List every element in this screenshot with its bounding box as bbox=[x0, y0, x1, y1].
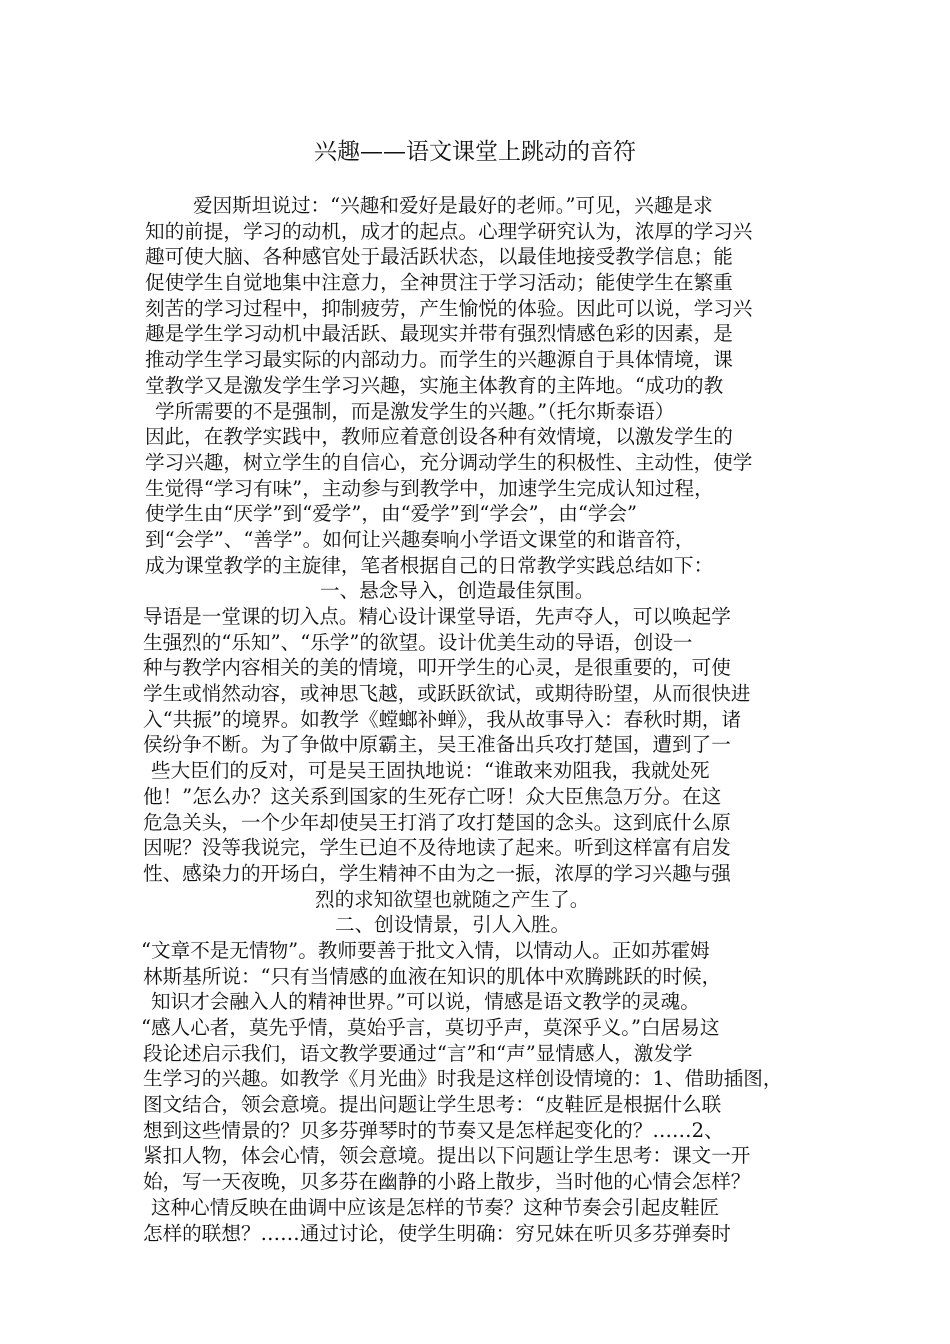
text-line: 林斯基所说：“只有当情感的血液在知识的肌体中欢腾跳跃的时候， bbox=[143, 964, 722, 988]
text-line: 趣可使大脑、各种感官处于最活跃状态，以最佳地接受教学信息；能 bbox=[145, 245, 733, 269]
text-line: 刻苦的学习过程中，抑制疲劳，产生愉悦的体验。因此可以说，学习兴 bbox=[145, 296, 753, 320]
text-line: 趣是学生学习动机中最活跃、最现实并带有强烈情感色彩的因素，是 bbox=[145, 322, 733, 346]
text-line: 促使学生自觉地集中注意力，全神贯注于学习活动；能使学生在繁重 bbox=[145, 271, 733, 295]
text-line: 导语是一堂课的切入点。精心设计课堂导语，先声夺人，可以唤起学 bbox=[143, 605, 731, 628]
text-line: 使学生由“厌学”到“爱学”，由“爱学”到“学会”，由“学会” bbox=[145, 502, 638, 526]
text-line: 一、悬念导入，创造最佳氛围。 bbox=[320, 579, 595, 603]
document-body bbox=[141, 193, 815, 1246]
text-line: 种与教学内容相关的美的情境，叩开学生的心灵，是很重要的，可使 bbox=[143, 656, 731, 680]
text-line: 因此，在教学实践中，教师应着意创设各种有效情境，以激发学生的 bbox=[145, 425, 733, 449]
document-title: 兴趣——语文课堂上跳动的音符 bbox=[314, 139, 636, 165]
text-line: 紧扣人物，体会心情，领会意境。提出以下问题让学生思考：课文一开 bbox=[143, 1144, 751, 1168]
text-line: 段论述启示我们，语文教学要通过“言”和“声”显情感人，激发学 bbox=[143, 1041, 693, 1065]
text-line: 学习兴趣，树立学生的自信心，充分调动学生的积极性、主动性，使学 bbox=[145, 450, 753, 474]
text-line: 入“共振”的境界。如教学《螳螂补蝉》，我从故事导入：春秋时期，诸 bbox=[143, 707, 742, 731]
text-line: 侯纷争不断。为了争做中原霸主，吴王准备出兵攻打楚国，遭到了一 bbox=[143, 733, 731, 757]
text-line: 生觉得“学习有味”，主动参与到教学中，加速学生完成认知过程， bbox=[145, 476, 714, 500]
text-line: 学所需要的不是强制，而是激发学生的兴趣。”（托尔斯泰语） bbox=[155, 399, 675, 423]
text-line: 知识才会融入人的精神世界。”可以说，情感是语文教学的灵魂。 bbox=[151, 990, 700, 1014]
text-line: “感人心者，莫先乎情，莫始乎言，莫切乎声，莫深乎义。”白居易这 bbox=[141, 1016, 720, 1039]
text-line: 性、感染力的开场白，学生精神不由为之一振，浓厚的学习兴趣与强 bbox=[143, 861, 731, 885]
text-line: 爱因斯坦说过：“兴趣和爱好是最好的老师。”可见，兴趣是求 bbox=[193, 194, 713, 217]
text-line: 怎样的联想？……通过讨论，使学生明确：穷兄妹在听贝多芬弹奏时 bbox=[143, 1221, 731, 1245]
text-line: 知的前提，学习的动机，成才的起点。心理学研究认为，浓厚的学习兴 bbox=[145, 219, 753, 243]
text-line: 二、创设情景，引人入胜。 bbox=[335, 913, 571, 937]
text-line: 到“会学”、“善学”。如何让兴趣奏响小学语文课堂的和谐音符， bbox=[145, 527, 695, 551]
text-line: 这种心情反映在曲调中应该是怎样的节奏？这种节奏会引起皮鞋匠 bbox=[151, 1195, 720, 1219]
text-line: 堂教学又是激发学生学习兴趣，实施主体教育的主阵地。“成功的教 bbox=[145, 373, 724, 397]
text-line: 因呢？没等我说完，学生已迫不及待地读了起来。听到这样富有启发 bbox=[143, 836, 731, 860]
text-line: 始，写一天夜晚，贝多芬在幽静的小路上散步，当时他的心情会怎样？ bbox=[143, 1170, 751, 1194]
text-line: 成为课堂教学的主旋律，笔者根据自己的日常教学实践总结如下： bbox=[145, 553, 714, 577]
text-line: “文章不是无情物”。教师要善于批文入情，以情动人。正如苏霍姆 bbox=[141, 938, 710, 962]
text-line: 些大臣们的反对，可是吴王固执地说：“谁敢来劝阻我，我就处死 bbox=[151, 759, 710, 783]
text-line: 图文结合，领会意境。提出问题让学生思考：“皮鞋匠是根据什么联 bbox=[143, 1093, 722, 1117]
text-line: 学生或悄然动容，或神思飞越，或跃跃欲试，或期待盼望，从而很快进 bbox=[143, 682, 751, 706]
text-line: 危急关头，一个少年却使吴王打消了攻打楚国的念头。这到底什么原 bbox=[143, 810, 731, 834]
text-line: 推动学生学习最实际的内部动力。而学生的兴趣源自于具体情境，课 bbox=[145, 348, 733, 372]
text-line: 想到这些情景的？贝多芬弹琴时的节奏又是怎样起变化的？……2、 bbox=[143, 1118, 724, 1142]
text-line: 生学习的兴趣。如教学《月光曲》时我是这样创设情境的：1、借助插图， bbox=[143, 1067, 783, 1091]
text-line: 他！”怎么办？这关系到国家的生死存亡呀！众大臣焦急万分。在这 bbox=[143, 784, 722, 808]
text-line: 生强烈的“乐知”、“乐学”的欲望。设计优美生动的导语，创设一 bbox=[143, 630, 693, 654]
text-line: 烈的求知欲望也就随之产生了。 bbox=[315, 887, 590, 911]
